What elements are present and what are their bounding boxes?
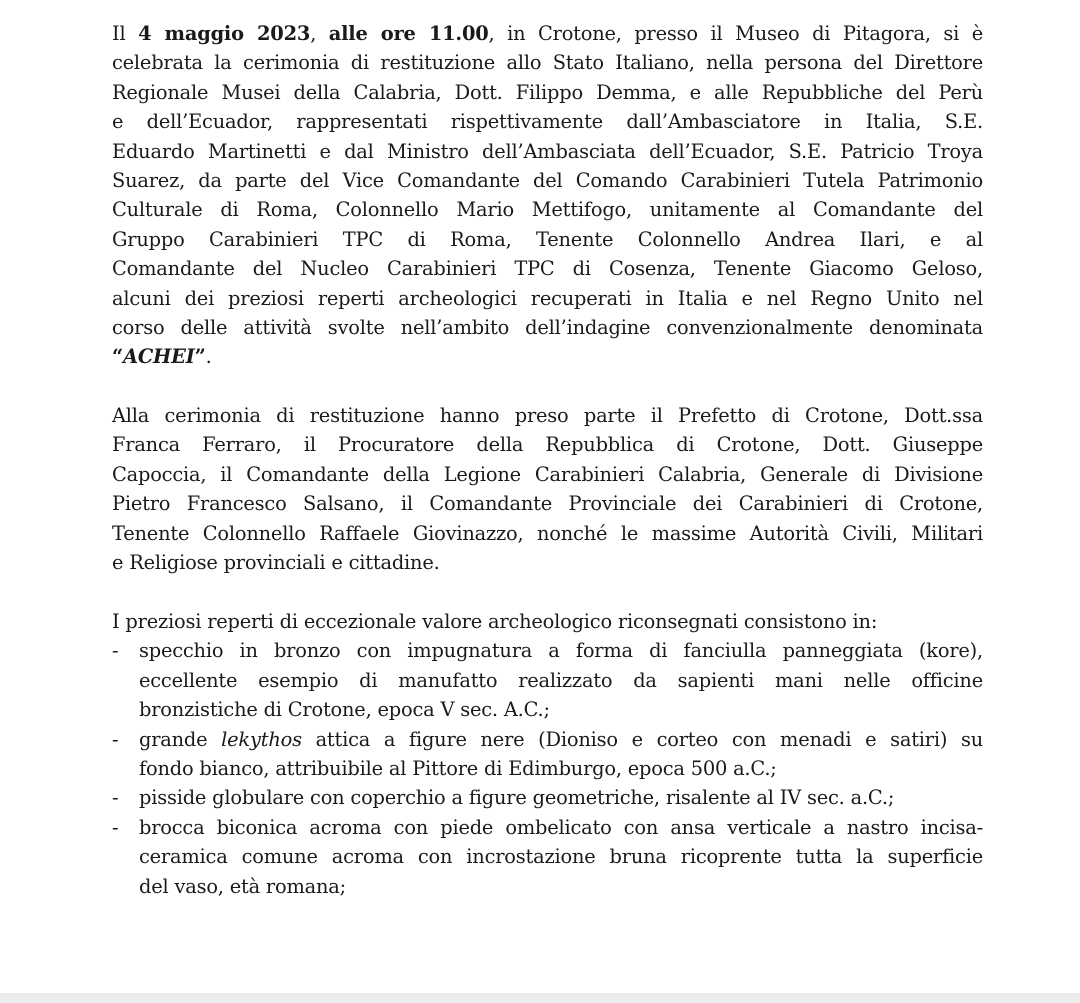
text-run: e Religiose provinciali e cittadine. — [112, 551, 440, 575]
text-run: alcuni dei preziosi reperti archeologici recuperati in Italia e nel Regno Unito nel — [112, 286, 983, 310]
text-line — [139, 783, 983, 812]
text-run: attica a figure nere (Dioniso e corteo con menadi e satiri) su — [301, 727, 983, 751]
text-line — [112, 313, 983, 342]
text-run: grande — [139, 727, 222, 751]
text-run: specchio in bronzo con impugnatura a forma di fanciulla panneggiata (kore), — [139, 639, 983, 663]
text-line — [112, 489, 983, 518]
list-dash: - — [112, 786, 119, 810]
text-run: del vaso, età romana; — [139, 874, 346, 898]
text-line — [139, 754, 983, 783]
text-run: e dell’Ecuador, rappresentati rispettivamente dall’Ambasciatore in Italia, S.E. — [112, 110, 983, 134]
artifact-item — [112, 636, 983, 724]
text-line — [139, 666, 983, 695]
text-line — [112, 107, 983, 136]
text-line — [112, 460, 983, 489]
text-run: Alla cerimonia di restituzione hanno preso parte il Prefetto di Crotone, Dott.ssa — [112, 404, 983, 427]
list-dash: - — [112, 727, 119, 751]
text-line — [112, 254, 983, 283]
artifact-item — [112, 813, 983, 901]
italic-text: lekythos — [221, 727, 302, 751]
text-line — [139, 695, 983, 724]
list-dash: - — [112, 639, 119, 663]
text-line — [112, 548, 983, 577]
text-run: . — [205, 345, 212, 369]
text-run: eccellente esempio di manufatto realizzato da sapienti mani nelle officine — [139, 668, 983, 692]
text-line — [112, 284, 983, 313]
bold-text: 4 maggio 2023 — [138, 22, 311, 45]
text-line — [139, 813, 983, 842]
text-run: fondo bianco, attribuibile al Pittore di Edimburgo, epoca 500 a.C.; — [139, 757, 777, 781]
paragraph-ceremony — [112, 19, 983, 372]
text-line — [112, 137, 983, 166]
text-line — [112, 78, 983, 107]
artifact-item — [112, 725, 983, 784]
text-line — [139, 636, 983, 665]
bottom-edge — [0, 993, 1080, 1003]
text-run: bronzistiche di Crotone, epoca V sec. A.C.; — [139, 698, 550, 722]
text-run: pisside globulare con coperchio a figure geometriche, risalente al IV sec. a.C.; — [139, 786, 895, 810]
text-line — [112, 225, 983, 254]
text-run: , — [310, 22, 329, 45]
text-run: , in Crotone, presso il Museo di Pitagora, si è — [488, 22, 983, 45]
text-run: Capoccia, il Comandante della Legione Carabinieri Calabria, Generale di Divisione — [112, 462, 983, 486]
text-line — [112, 401, 983, 430]
text-run: Gruppo Carabinieri TPC di Roma, Tenente Colonnello Andrea Ilari, e al — [112, 227, 983, 251]
text-run: Franca Ferraro, il Procuratore della Repubblica di Crotone, Dott. Giuseppe — [112, 433, 983, 457]
text-line — [139, 842, 983, 871]
text-line — [112, 430, 983, 459]
list-dash: - — [112, 815, 119, 839]
text-line — [139, 725, 983, 754]
text-run: Regionale Musei della Calabria, Dott. Filippo Demma, e alle Repubbliche del Perù — [112, 80, 983, 104]
text-run: Suarez, da parte del Vice Comandante del Comando Carabinieri Tutela Patrimonio — [112, 169, 983, 193]
text-line — [112, 342, 983, 371]
text-line — [112, 195, 983, 224]
text-run: Culturale di Roma, Colonnello Mario Mettifogo, unitamente al Comandante del — [112, 198, 983, 222]
bold-italic-text: ACHEI — [122, 345, 195, 369]
text-line — [139, 872, 983, 901]
bold-text: alle ore 11.00 — [328, 22, 489, 45]
text-line — [112, 166, 983, 195]
artifact-list — [112, 636, 983, 901]
text-run: Tenente Colonnello Raffaele Giovinazzo, nonché le massime Autorità Civili, Militari — [112, 521, 983, 545]
bold-text: ” — [194, 345, 206, 369]
text-run: corso delle attività svolte nell’ambito dell’indagine convenzionalmente denominata — [112, 316, 983, 340]
text-run: Eduardo Martinetti e dal Ministro dell’Ambasciata dell’Ecuador, S.E. Patricio Troya — [112, 139, 983, 163]
text-line — [112, 519, 983, 548]
artifacts-intro: I preziosi reperti di eccezionale valore archeologico riconsegnati consistono in: — [112, 610, 878, 633]
paragraph-artifacts — [112, 607, 983, 901]
paragraph-attendees — [112, 401, 983, 577]
bold-text: “ — [112, 345, 123, 369]
artifact-item — [112, 783, 983, 812]
text-line — [112, 48, 983, 77]
text-line — [112, 19, 983, 48]
text-run: Il — [112, 22, 139, 45]
text-run: ceramica comune acroma con incrostazione bruna ricoprente tutta la superficie — [139, 845, 983, 869]
text-run: Pietro Francesco Salsano, il Comandante Provinciale dei Carabinieri di Crotone, — [112, 492, 983, 516]
text-run: celebrata la cerimonia di restituzione allo Stato Italiano, nella persona del Direttore — [112, 51, 983, 75]
text-run: brocca biconica acroma con piede ombelicato con ansa verticale a nastro incisa- — [139, 815, 983, 839]
text-run: Comandante del Nucleo Carabinieri TPC di Cosenza, Tenente Giacomo Geloso, — [112, 257, 983, 281]
